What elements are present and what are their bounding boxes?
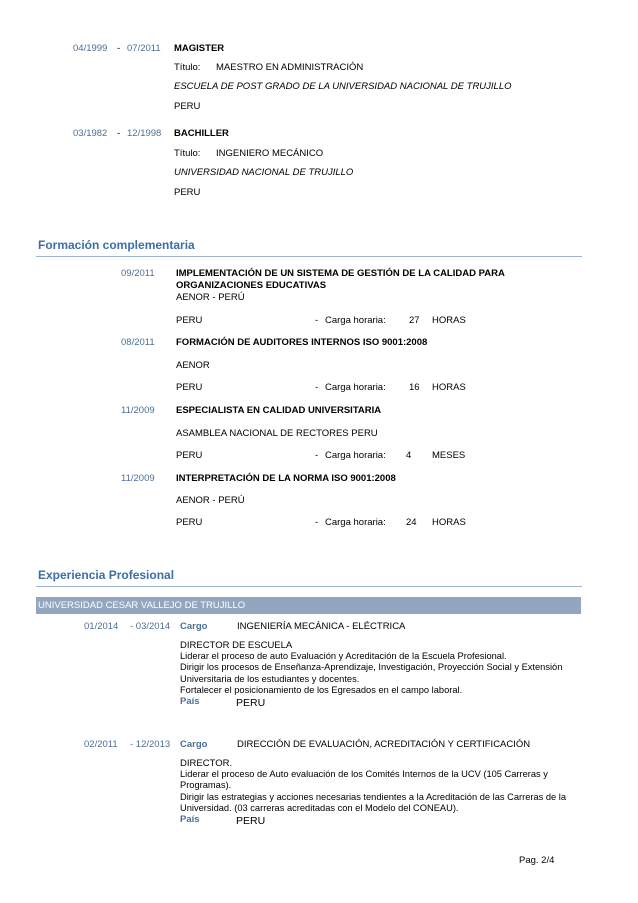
edu-end-date: 07/2011 (127, 43, 161, 54)
job-end-date: - 12/2013 (130, 739, 171, 750)
pais-label: País (180, 696, 200, 707)
job-description (180, 769, 580, 814)
training-dash: - (315, 315, 319, 326)
job-position: DIRECCIÓN DE EVALUACIÓN, ACREDITACIÓN Y CERTIFICACIÓN (237, 739, 531, 750)
employer-bar (36, 597, 581, 614)
training-dash: - (315, 517, 319, 528)
job-end-date: - 03/2014 (130, 621, 171, 632)
edu-start-date: 04/1999 (73, 43, 108, 54)
section-divider (36, 256, 582, 257)
edu-institution: UNIVERSIDAD NACIONAL DE TRUJILLO (174, 167, 354, 178)
edu-institution: ESCUELA DE POST GRADO DE LA UNIVERSIDAD NACIONAL DE TRUJILLO (174, 81, 512, 92)
training-date: 09/2011 (121, 268, 155, 279)
edu-degree: MAGISTER (174, 43, 225, 54)
edu-title: MAESTRO EN ADMINISTRACIÓN (216, 62, 364, 73)
training-org: ASAMBLEA NACIONAL DE RECTORES PERU (176, 428, 378, 439)
job-description-line: Liderar el proceso de Auto evaluación de los Comités Internos de la UCV (105 Carreras y Programas). (180, 769, 548, 791)
training-org: AENOR (176, 360, 210, 371)
training-hours: 27 (409, 315, 420, 326)
job-country: PERU (236, 815, 266, 827)
cargo-label: Cargo (180, 739, 208, 750)
date-separator: - (117, 128, 121, 139)
page-number: Pag. 2/4 (519, 855, 555, 866)
training-unit: HORAS (432, 315, 466, 326)
job-description-line: Liderar el proceso de auto Evaluación y Acreditación de la Escuela Profesional. (180, 651, 507, 661)
job-description-line: Fortalecer el posicionamiento de los Egresados en el campo laboral. (180, 684, 463, 695)
training-org: AENOR - PERÚ (176, 292, 245, 303)
pais-label: País (180, 814, 200, 825)
training-unit: HORAS (432, 382, 466, 393)
training-country: PERU (176, 450, 203, 461)
training-country: PERU (176, 382, 203, 393)
training-title-cont: ORGANIZACIONES EDUCATIVAS (176, 280, 327, 291)
job-role: DIRECTOR. (180, 758, 233, 769)
job-description (180, 651, 580, 696)
training-hours: 4 (406, 450, 412, 461)
employer-name: UNIVERSIDAD CESAR VALLEJO DE TRUJILLO (38, 600, 246, 611)
training-title: ESPECIALISTA EN CALIDAD UNIVERSITARIA (176, 405, 382, 416)
edu-title-label: Título: (174, 148, 201, 159)
section-title-experience: Experiencia Profesional (38, 568, 175, 582)
section-title-complementary: Formación complementaria (38, 238, 195, 252)
training-title: INTERPRETACIÓN DE LA NORMA ISO 9001:2008 (176, 473, 396, 484)
edu-start-date: 03/1982 (73, 128, 108, 139)
edu-title-label: Título: (174, 62, 201, 73)
edu-end-date: 12/1998 (127, 128, 162, 139)
training-hours-label: Carga horaria: (325, 382, 386, 393)
job-start-date: 01/2014 (84, 621, 119, 632)
date-separator: - (117, 43, 121, 54)
edu-title: INGENIERO MECÁNICO (216, 148, 324, 159)
training-hours-label: Carga horaria: (325, 315, 386, 326)
training-hours-label: Carga horaria: (325, 517, 386, 528)
training-hours: 24 (406, 517, 417, 528)
training-date: 11/2009 (121, 473, 155, 484)
cargo-label: Cargo (180, 621, 208, 632)
edu-country: PERU (174, 187, 201, 198)
training-title: FORMACIÓN DE AUDITORES INTERNOS ISO 9001:2008 (176, 337, 428, 348)
job-description-line: Dirigir los procesos de Enseñanza-Aprendizaje, Investigación, Proyección Social y Extensión Universitaria de los estudiantes y docentes. (180, 662, 563, 684)
training-country: PERU (176, 517, 203, 528)
job-description-line: Dirigir las estrategias y acciones necesarias tendientes a la Acreditación de las Carreras de la Universidad. (03 carreras acreditadas con el Modelo del CONEAU). (180, 791, 567, 813)
job-start-date: 02/2011 (84, 739, 118, 750)
training-hours: 16 (409, 382, 420, 393)
training-unit: HORAS (432, 517, 466, 528)
job-country: PERU (236, 697, 266, 709)
edu-degree: BACHILLER (174, 128, 229, 139)
job-role: DIRECTOR DE ESCUELA (180, 640, 293, 651)
edu-country: PERU (174, 101, 201, 112)
training-hours-label: Carga horaria: (325, 450, 386, 461)
section-divider (36, 586, 582, 587)
job-position: INGENIERÍA MECÁNICA - ELÉCTRICA (237, 621, 406, 632)
training-date: 08/2011 (121, 337, 155, 348)
training-dash: - (315, 382, 319, 393)
training-date: 11/2009 (121, 405, 155, 416)
training-title: IMPLEMENTACIÓN DE UN SISTEMA DE GESTIÓN DE LA CALIDAD PARA (176, 268, 505, 279)
training-org: AENOR - PERÚ (176, 495, 245, 506)
training-country: PERU (176, 315, 203, 326)
training-unit: MESES (432, 450, 466, 461)
training-dash: - (315, 450, 319, 461)
